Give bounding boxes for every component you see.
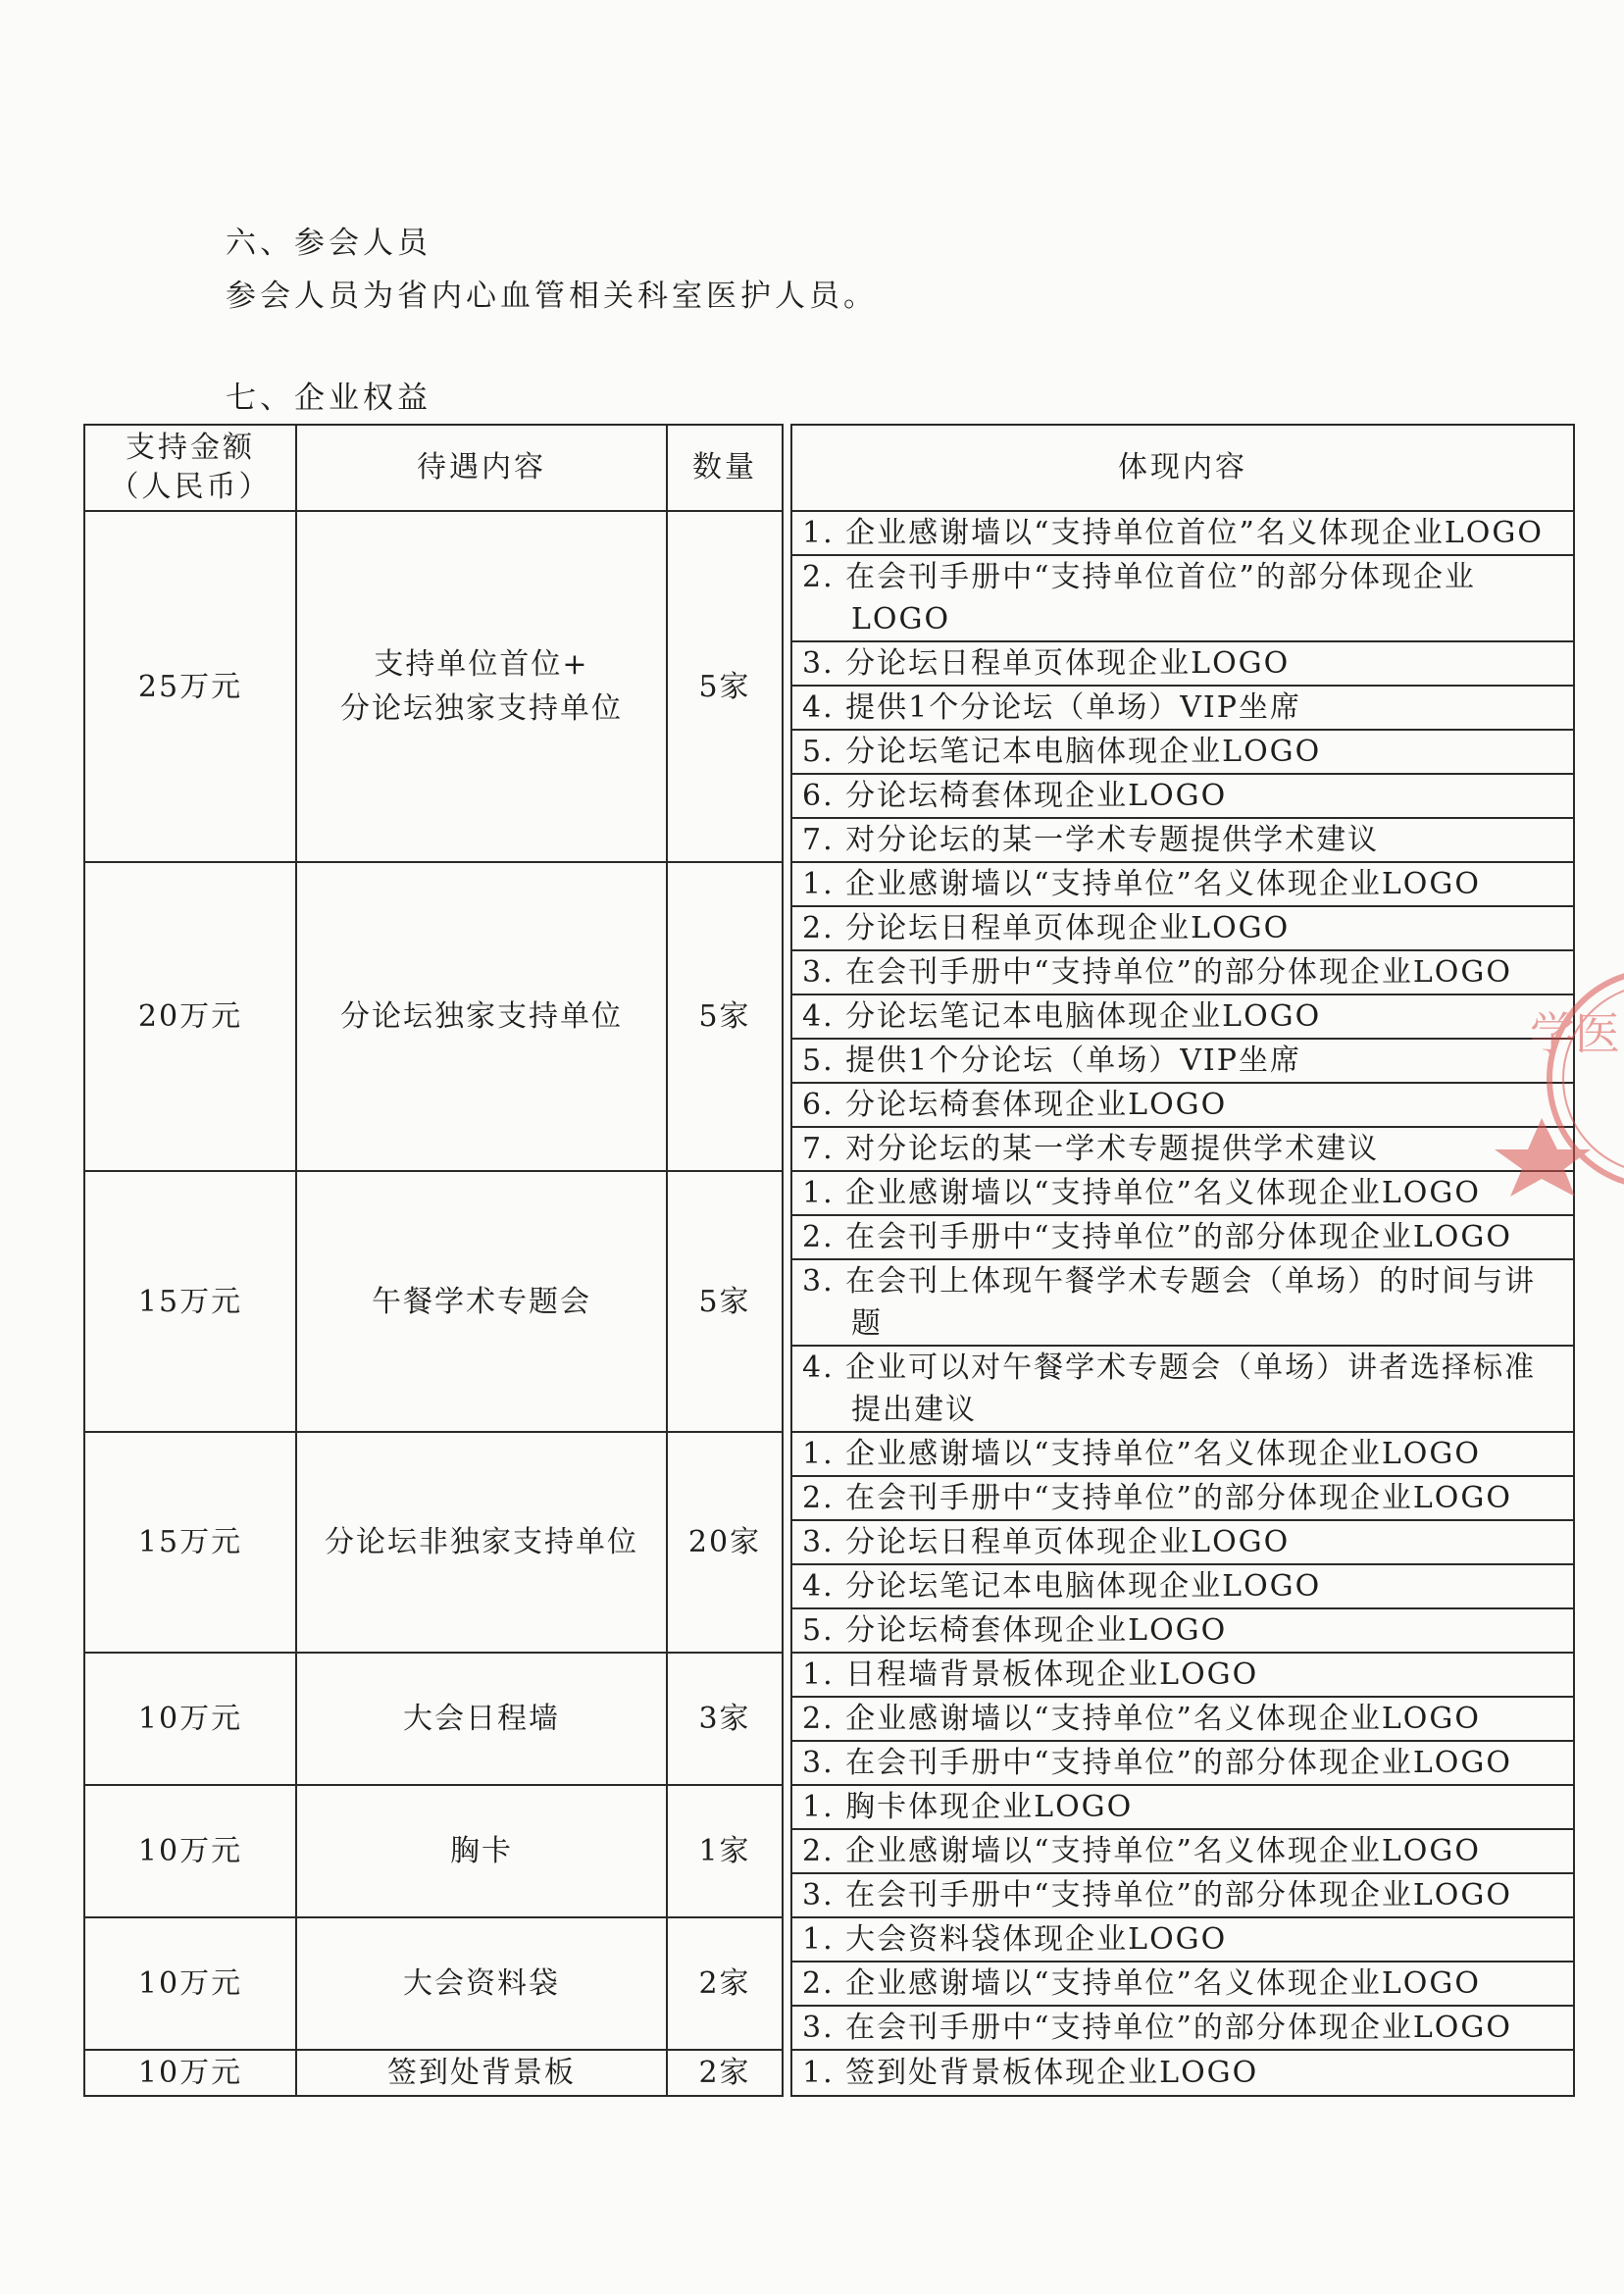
- content-item: 1. 企业感谢墙以“支持单位”名义体现企业LOGO: [791, 862, 1574, 906]
- amount-cell: 25万元: [84, 511, 296, 862]
- content-item: 5. 分论坛笔记本电脑体现企业LOGO: [791, 730, 1574, 774]
- section-7-heading: 七、企业权益: [226, 381, 431, 416]
- content-item: 4. 分论坛笔记本电脑体现企业LOGO: [791, 994, 1574, 1039]
- quantity-cell: 20家: [667, 1432, 783, 1653]
- table-body: [84, 511, 1574, 2096]
- amount-cell: 10万元: [84, 1785, 296, 1917]
- content-item: 3. 在会刊上体现午餐学术专题会（单场）的时间与讲题: [791, 1259, 1574, 1346]
- content-item: 1. 企业感谢墙以“支持单位”名义体现企业LOGO: [791, 1171, 1574, 1215]
- column-gap: [783, 511, 791, 862]
- content-item: 3. 在会刊手册中“支持单位”的部分体现企业LOGO: [791, 1741, 1574, 1785]
- table-row: [84, 1785, 1574, 1829]
- content-item: 3. 分论坛日程单页体现企业LOGO: [791, 641, 1574, 686]
- table-row: [84, 1432, 1574, 1476]
- quantity-cell: 2家: [667, 1917, 783, 2050]
- quantity-cell: 5家: [667, 1171, 783, 1432]
- content-item: 2. 企业感谢墙以“支持单位”名义体现企业LOGO: [791, 1697, 1574, 1741]
- content-item: 4. 企业可以对午餐学术专题会（单场）讲者选择标准提出建议: [791, 1346, 1574, 1432]
- table-row: [84, 1917, 1574, 1962]
- content-item: 1. 签到处背景板体现企业LOGO: [791, 2050, 1574, 2096]
- treatment-line: 大会资料袋: [403, 1966, 560, 2001]
- quantity-cell: 1家: [667, 1785, 783, 1917]
- content-item: 3. 分论坛日程单页体现企业LOGO: [791, 1520, 1574, 1564]
- table-row: [84, 1171, 1574, 1215]
- amount-cell: 15万元: [84, 1432, 296, 1653]
- content-item: 3. 在会刊手册中“支持单位”的部分体现企业LOGO: [791, 2006, 1574, 2050]
- treatment-line: 大会日程墙: [403, 1702, 560, 1736]
- content-item: 7. 对分论坛的某一学术专题提供学术建议: [791, 1127, 1574, 1171]
- content-item: 1. 胸卡体现企业LOGO: [791, 1785, 1574, 1829]
- section-6-heading: 六、参会人员: [226, 226, 431, 261]
- column-gap: [783, 1432, 791, 1653]
- amount-cell: 10万元: [84, 1653, 296, 1785]
- table-row: [84, 2050, 1574, 2096]
- content-item: 6. 分论坛椅套体现企业LOGO: [791, 1083, 1574, 1127]
- content-item: 4. 提供1个分论坛（单场）VIP坐席: [791, 686, 1574, 730]
- column-gap: [783, 862, 791, 1171]
- header-amount-line2: （人民币）: [109, 470, 272, 504]
- content-item: 3. 在会刊手册中“支持单位”的部分体现企业LOGO: [791, 950, 1574, 994]
- content-item: 3. 在会刊手册中“支持单位”的部分体现企业LOGO: [791, 1873, 1574, 1917]
- content-item: 4. 分论坛笔记本电脑体现企业LOGO: [791, 1564, 1574, 1608]
- content-item: 5. 分论坛椅套体现企业LOGO: [791, 1608, 1574, 1653]
- treatment-line: 分论坛独家支持单位: [340, 691, 623, 726]
- table-row: [84, 511, 1574, 555]
- content-item: 2. 在会刊手册中“支持单位首位”的部分体现企业LOGO: [791, 555, 1574, 641]
- content-item: 5. 提供1个分论坛（单场）VIP坐席: [791, 1039, 1574, 1083]
- column-gap: [783, 425, 791, 511]
- content-item: 1. 企业感谢墙以“支持单位”名义体现企业LOGO: [791, 1432, 1574, 1476]
- column-gap: [783, 1785, 791, 1917]
- quantity-cell: 3家: [667, 1653, 783, 1785]
- content-item: 2. 在会刊手册中“支持单位”的部分体现企业LOGO: [791, 1476, 1574, 1520]
- treatment-line: 分论坛非独家支持单位: [325, 1525, 638, 1559]
- content-item: 2. 分论坛日程单页体现企业LOGO: [791, 906, 1574, 950]
- treatment-cell: [296, 1171, 667, 1432]
- amount-cell: 10万元: [84, 2050, 296, 2096]
- column-gap: [783, 2050, 791, 2096]
- amount-cell: 15万元: [84, 1171, 296, 1432]
- table-header-row: [84, 425, 1574, 511]
- treatment-cell: [296, 862, 667, 1171]
- stamp-text: 学医: [1530, 1008, 1620, 1059]
- header-amount: [84, 425, 296, 511]
- quantity-cell: 5家: [667, 862, 783, 1171]
- column-gap: [783, 1653, 791, 1785]
- content-item: 2. 企业感谢墙以“支持单位”名义体现企业LOGO: [791, 1962, 1574, 2006]
- amount-cell: 20万元: [84, 862, 296, 1171]
- treatment-cell: [296, 1785, 667, 1917]
- amount-cell: 10万元: [84, 1917, 296, 2050]
- column-gap: [783, 1917, 791, 2050]
- treatment-line: 签到处背景板: [387, 2056, 576, 2090]
- table-row: [84, 862, 1574, 906]
- content-item: 1. 企业感谢墙以“支持单位首位”名义体现企业LOGO: [791, 511, 1574, 555]
- header-content: 体现内容: [791, 425, 1574, 511]
- content-item: 6. 分论坛椅套体现企业LOGO: [791, 774, 1574, 818]
- content-item: 2. 在会刊手册中“支持单位”的部分体现企业LOGO: [791, 1215, 1574, 1259]
- section-6-text: 参会人员为省内心血管相关科室医护人员。: [226, 279, 878, 314]
- treatment-line: 午餐学术专题会: [372, 1284, 591, 1319]
- column-gap: [783, 1171, 791, 1432]
- sponsorship-benefits-table: [83, 424, 1575, 2097]
- header-treatment: 待遇内容: [296, 425, 667, 511]
- table-row: [84, 1653, 1574, 1697]
- quantity-cell: 5家: [667, 511, 783, 862]
- content-item: 1. 日程墙背景板体现企业LOGO: [791, 1653, 1574, 1697]
- content-item: 1. 大会资料袋体现企业LOGO: [791, 1917, 1574, 1962]
- treatment-line: 胸卡: [450, 1834, 513, 1868]
- treatment-line: 支持单位首位+: [374, 647, 589, 682]
- header-quantity: 数量: [667, 425, 783, 511]
- treatment-line: 分论坛独家支持单位: [340, 999, 623, 1034]
- treatment-cell: [296, 1432, 667, 1653]
- content-item: 2. 企业感谢墙以“支持单位”名义体现企业LOGO: [791, 1829, 1574, 1873]
- treatment-cell: [296, 2050, 667, 2096]
- treatment-cell: [296, 1653, 667, 1785]
- quantity-cell: 2家: [667, 2050, 783, 2096]
- treatment-cell: [296, 511, 667, 862]
- header-amount-line1: 支持金额: [126, 431, 255, 465]
- treatment-cell: [296, 1917, 667, 2050]
- content-item: 7. 对分论坛的某一学术专题提供学术建议: [791, 818, 1574, 862]
